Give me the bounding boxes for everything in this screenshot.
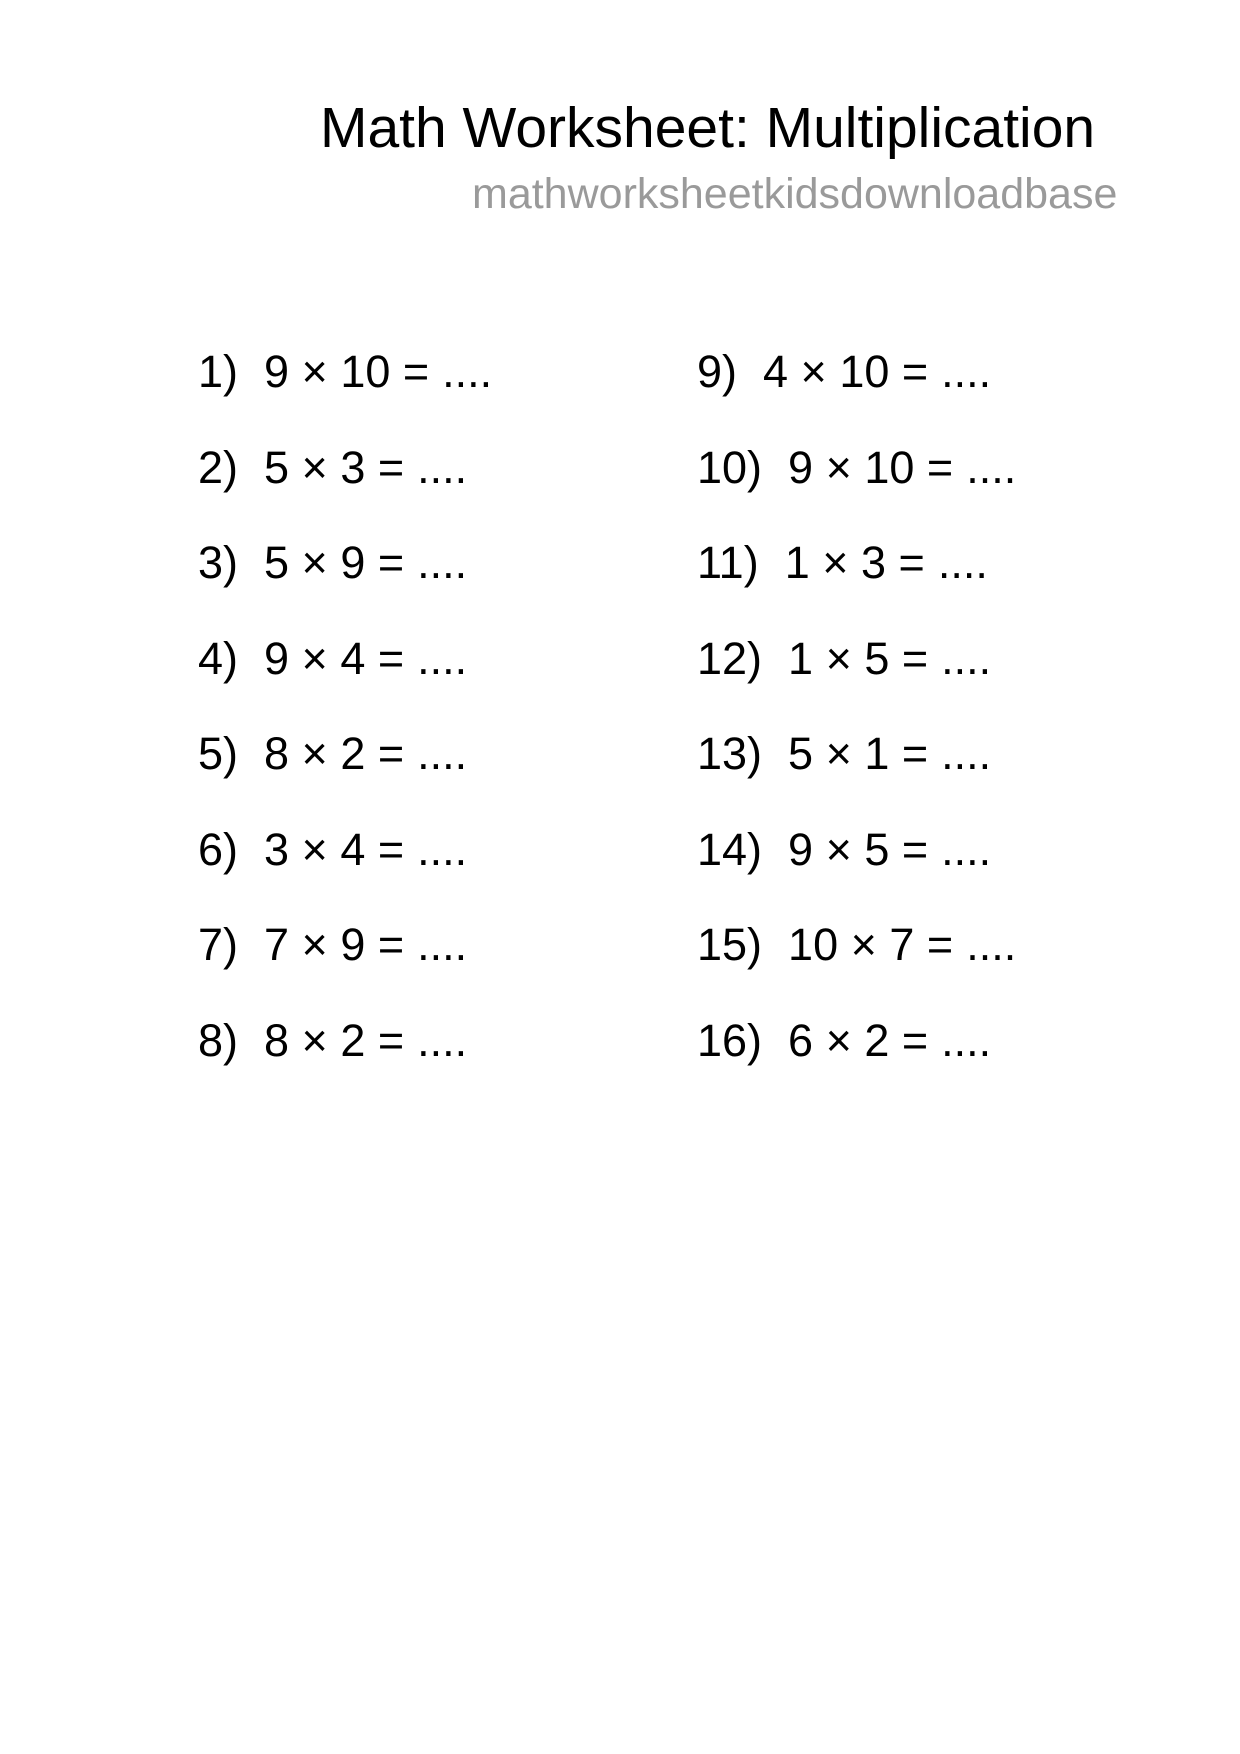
answer-blank: .... [941,728,992,779]
answer-blank: .... [417,919,468,970]
problem-expression: 1 × 5 = [788,632,929,684]
problem-item [198,728,492,824]
problem-item [198,824,492,920]
answer-blank: .... [417,537,468,588]
problem-item [198,919,492,1015]
answer-blank: .... [417,1014,468,1066]
problem-number: 14) [697,823,763,875]
problem-item [198,537,492,633]
answer-blank: .... [941,823,992,875]
answer-blank: .... [417,728,468,779]
problem-number: 8) [198,1014,239,1066]
problem-number: 12) [697,632,763,684]
problem-expression: 9 × 10 = [788,441,954,493]
problem-expression: 9 × 10 = [264,346,430,397]
problem-number: 2) [198,441,239,493]
problem-number: 9) [697,346,738,397]
problem-item [198,442,492,538]
problem-item [697,442,1016,538]
problem-expression: 5 × 1 = [788,728,929,779]
problem-number: 3) [198,537,239,588]
problems-column-left [198,346,492,1110]
problem-number: 4) [198,632,239,684]
answer-blank: .... [937,537,988,588]
problem-item [198,633,492,729]
answer-blank: .... [442,346,493,397]
watermark-text: mathworksheetkidsdownloadbase [472,170,1118,218]
problem-number: 7) [198,919,239,970]
problem-item [697,346,1016,442]
problem-expression: 1 × 3 = [784,537,925,588]
problem-expression: 3 × 4 = [264,823,405,875]
problem-number: 11) [697,537,759,588]
problem-number: 13) [697,728,763,779]
problem-expression: 9 × 5 = [788,823,929,875]
answer-blank: .... [941,346,992,397]
problem-number: 10) [697,441,763,493]
problem-expression: 7 × 9 = [264,919,405,970]
problem-expression: 5 × 3 = [264,441,405,493]
problem-number: 15) [697,919,763,970]
problem-item [697,1015,1016,1111]
answer-blank: .... [941,632,992,684]
answer-blank: .... [417,441,468,493]
problem-expression: 10 × 7 = [788,919,954,970]
problem-expression: 5 × 9 = [264,537,405,588]
problem-expression: 8 × 2 = [264,728,405,779]
problems-column-right [697,346,1016,1110]
problem-number: 6) [198,823,239,875]
problem-expression: 6 × 2 = [788,1014,929,1066]
problem-item [198,1015,492,1111]
answer-blank: .... [417,823,468,875]
problem-item [697,633,1016,729]
answer-blank: .... [417,632,468,684]
answer-blank: .... [941,1014,992,1066]
answer-blank: .... [966,441,1017,493]
problem-expression: 8 × 2 = [264,1014,405,1066]
problem-item [697,919,1016,1015]
problem-item [198,346,492,442]
problem-number: 5) [198,728,239,779]
problem-expression: 9 × 4 = [264,632,405,684]
problem-item [697,824,1016,920]
answer-blank: .... [966,919,1017,970]
problem-item [697,537,1016,633]
page-title: Math Worksheet: Multiplication [320,96,1096,160]
problem-expression: 4 × 10 = [763,346,929,397]
problem-number: 1) [198,346,239,397]
problem-item [697,728,1016,824]
problem-number: 16) [697,1014,763,1066]
